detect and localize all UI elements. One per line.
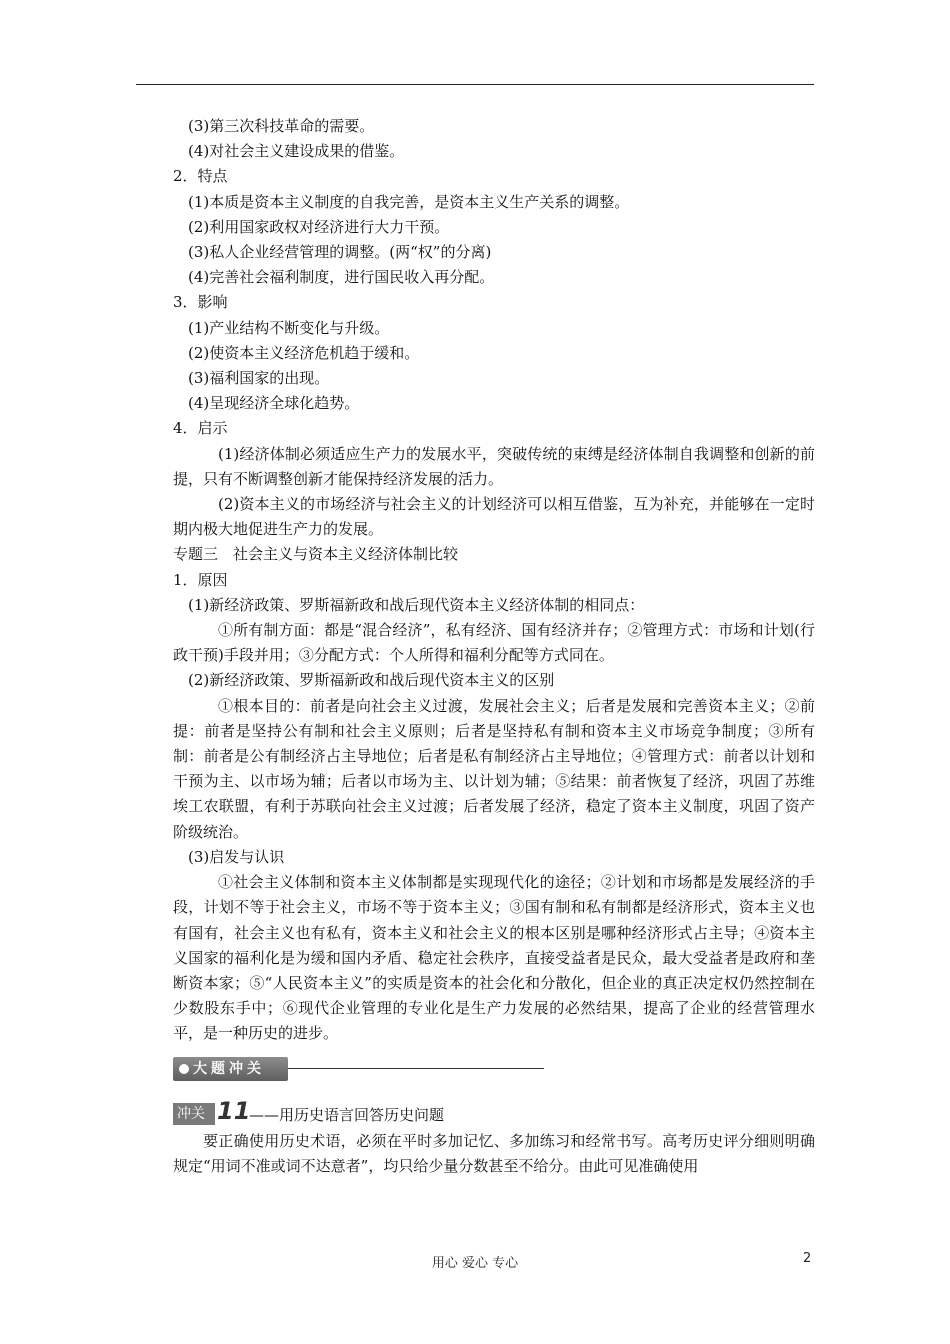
outline-line: 3．影响	[173, 293, 228, 312]
challenge-title: ——用历史语言回答历史问题	[249, 1105, 445, 1124]
insight-paragraph-1: (1)经济体制必须适应生产力的发展水平，突破传统的束缚是经济体制自我调整和创新的前提，只有不断调整创新才能保持经济发展的活力。	[173, 444, 815, 488]
section-band-label	[173, 1057, 288, 1081]
bullet-dot-icon	[179, 1064, 189, 1074]
outline-line: (4)完善社会福利制度，进行国民收入再分配。	[188, 268, 495, 287]
outline-line: (2)使资本主义经济危机趋于缓和。	[188, 343, 420, 362]
outline-line: (4)呈现经济全球化趋势。	[188, 394, 360, 413]
outline-line: (4)对社会主义建设成果的借鉴。	[188, 142, 405, 161]
challenge-header	[173, 1096, 815, 1129]
outline-line: 4．启示	[173, 419, 228, 438]
challenge-number: 11	[217, 1096, 251, 1125]
outline-line: 2．特点	[173, 167, 228, 186]
main-content	[173, 114, 815, 1179]
outline-line: (3)私人企业经营管理的调整。(两“权”的分离)	[188, 243, 492, 262]
outline-line: 专题三 社会主义与资本主义经济体制比较	[173, 545, 459, 564]
outline-section-b	[173, 542, 815, 618]
insight-heading: (3)启发与认识	[188, 847, 285, 866]
section-band	[173, 1057, 815, 1081]
page-number: 2	[803, 1251, 812, 1266]
insight-paragraph: ①社会主义体制和资本主义体制都是实现现代化的途径；②计划和市场都是发展经济的手段，计划不等于社会主义，市场不等于资本主义；③国有制和私有制都是经济形式，资本主义也有国有，社会主义也有私有，资本主义和社会主义的根本区别是哪种经济形式占主导；④资本主义国家的福利化是为缓和国内矛盾、稳定社会秩序，直接受益者是民众，最大受益者是政府和垄断资本家；⑤“人民资本主义”的实质是资本的社会化和分散化，但企业的真正决定权仍然控制在少数股东手中；⑥现代企业管理的专业化是生产力发展的必然结果，提高了企业的经营管理水平，是一种历史的进步。	[173, 873, 815, 1043]
footer-text: 用心 爱心 专心	[431, 1256, 519, 1271]
header-rule	[136, 84, 814, 85]
section-band-text: 大题冲关	[193, 1060, 265, 1077]
outline-line: (1)本质是资本主义制度的自我完善，是资本主义生产关系的调整。	[188, 192, 630, 211]
outline-line: (2)利用国家政权对经济进行大力干预。	[188, 217, 450, 236]
challenge-tag: 冲关	[173, 1103, 221, 1125]
closing-paragraph: 要正确使用历史术语，必须在平时多加记忆、多加练习和经常书写。高考历史评分细则明确规定“用词不准或词不达意者”，均只给少量分数甚至不给分。由此可见准确使用	[173, 1131, 815, 1175]
outline-line: (1)新经济政策、罗斯福新政和战后现代资本主义经济体制的相同点：	[188, 595, 645, 614]
outline-line: 1．原因	[173, 570, 228, 589]
section-band-rule	[288, 1068, 544, 1069]
outline-line: (1)产业结构不断变化与升级。	[188, 318, 390, 337]
similarities-paragraph: ①所有制方面：都是“混合经济”，私有经济、国有经济并存；②管理方式：市场和计划(行政干预)手段并用；③分配方式：个人所得和福利分配等方式同在。	[173, 621, 815, 665]
outline-line: (3)福利国家的出现。	[188, 369, 330, 388]
outline-line: (3)第三次科技革命的需要。	[188, 117, 375, 135]
differences-paragraph: ①根本目的：前者是向社会主义过渡，发展社会主义；后者是发展和完善资本主义；②前提：前者是坚持公有制和社会主义原则；后者是坚持私有制和资本主义市场竞争制度；③所有制：前者是公有制经济占主导地位；后者是私有制经济占主导地位；④管理方式：前者以计划和干预为主、以市场为辅；后者以市场为主、以计划为辅；⑤结果：前者恢复了经济，巩固了苏维埃工农联盟，有利于苏联向社会主义过渡；后者发展了经济，稳定了资本主义制度，巩固了资产阶级统治。	[173, 696, 815, 841]
insight-paragraph-2: (2)资本主义的市场经济与社会主义的计划经济可以相互借鉴，互为补充，并能够在一定时期内极大地促进生产力的发展。	[173, 495, 815, 539]
differences-heading: (2)新经济政策、罗斯福新政和战后现代资本主义的区别	[188, 671, 555, 690]
outline-section-a	[173, 114, 815, 442]
